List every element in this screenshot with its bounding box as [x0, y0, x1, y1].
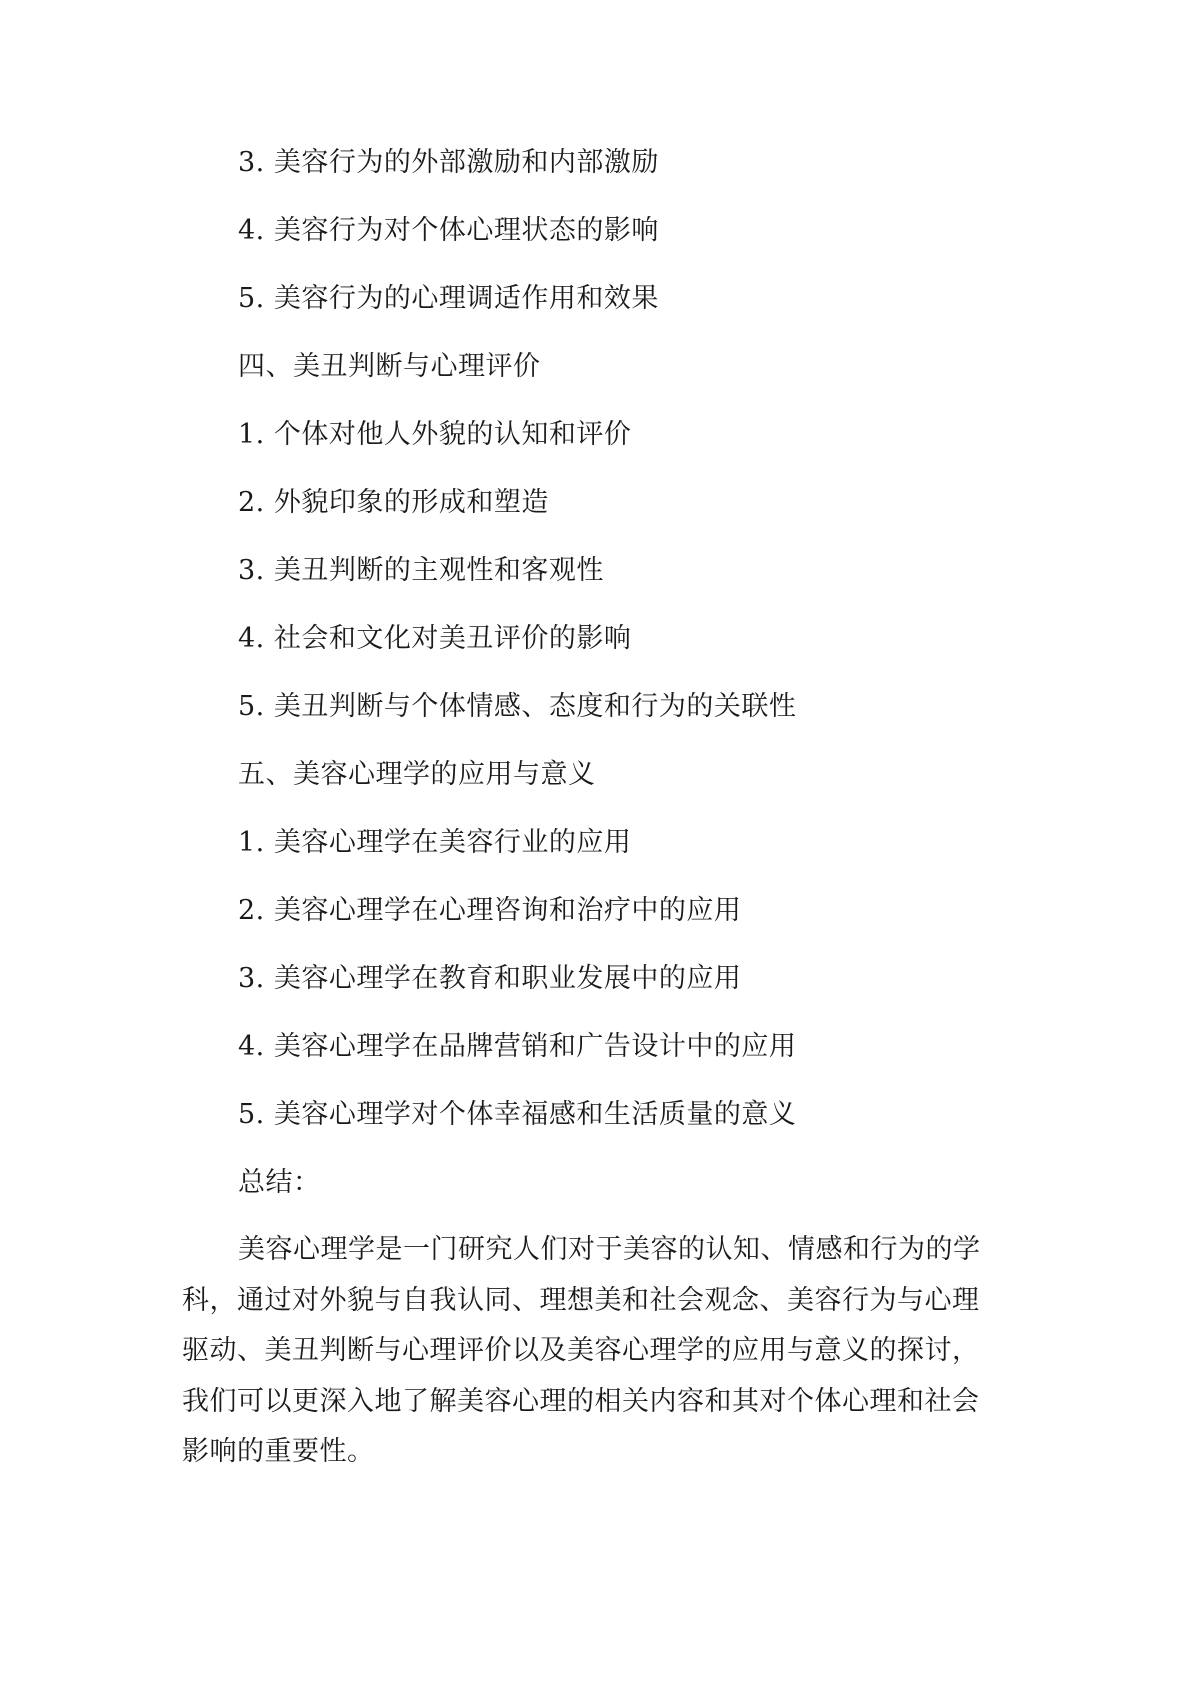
- paragraph-line: 影响的重要性。: [182, 1436, 375, 1467]
- paragraph-line: 驱动、美丑判断与心理评价以及美容心理学的应用与意义的探讨，: [182, 1335, 980, 1366]
- list-item: 2. 美容心理学在心理咨询和治疗中的应用: [238, 895, 742, 926]
- list-item: 5. 美丑判断与个体情感、态度和行为的关联性: [238, 691, 797, 722]
- summary-paragraph: [182, 1225, 1002, 1478]
- list-item: 3. 美丑判断的主观性和客观性: [238, 555, 604, 586]
- paragraph-line: 科，通过对外貌与自我认同、理想美和社会观念、美容行为与心理: [182, 1284, 980, 1316]
- list-item: 1. 美容心理学在美容行业的应用: [238, 827, 632, 858]
- list-item: 2. 外貌印象的形成和塑造: [238, 487, 549, 518]
- list-item: 4. 社会和文化对美丑评价的影响: [238, 623, 632, 654]
- paragraph-line: 我们可以更深入地了解美容心理的相关内容和其对个体心理和社会: [182, 1385, 980, 1417]
- summary-heading: 总结：: [238, 1167, 321, 1198]
- list-item: 3. 美容行为的外部激励和内部激励: [238, 147, 659, 178]
- list-item: 1. 个体对他人外貌的认知和评价: [238, 419, 632, 450]
- list-item: 4. 美容行为对个体心理状态的影响: [238, 215, 659, 246]
- list-item: 5. 美容行为的心理调适作用和效果: [238, 283, 659, 314]
- paragraph-line: 美容心理学是一门研究人们对于美容的认知、情感和行为的学: [238, 1234, 981, 1265]
- section-heading: 四、美丑判断与心理评价: [238, 351, 541, 382]
- list-item: 5. 美容心理学对个体幸福感和生活质量的意义: [238, 1099, 797, 1130]
- list-item: 3. 美容心理学在教育和职业发展中的应用: [238, 963, 742, 994]
- list-item: 4. 美容心理学在品牌营销和广告设计中的应用: [238, 1031, 797, 1062]
- section-heading: 五、美容心理学的应用与意义: [238, 759, 596, 790]
